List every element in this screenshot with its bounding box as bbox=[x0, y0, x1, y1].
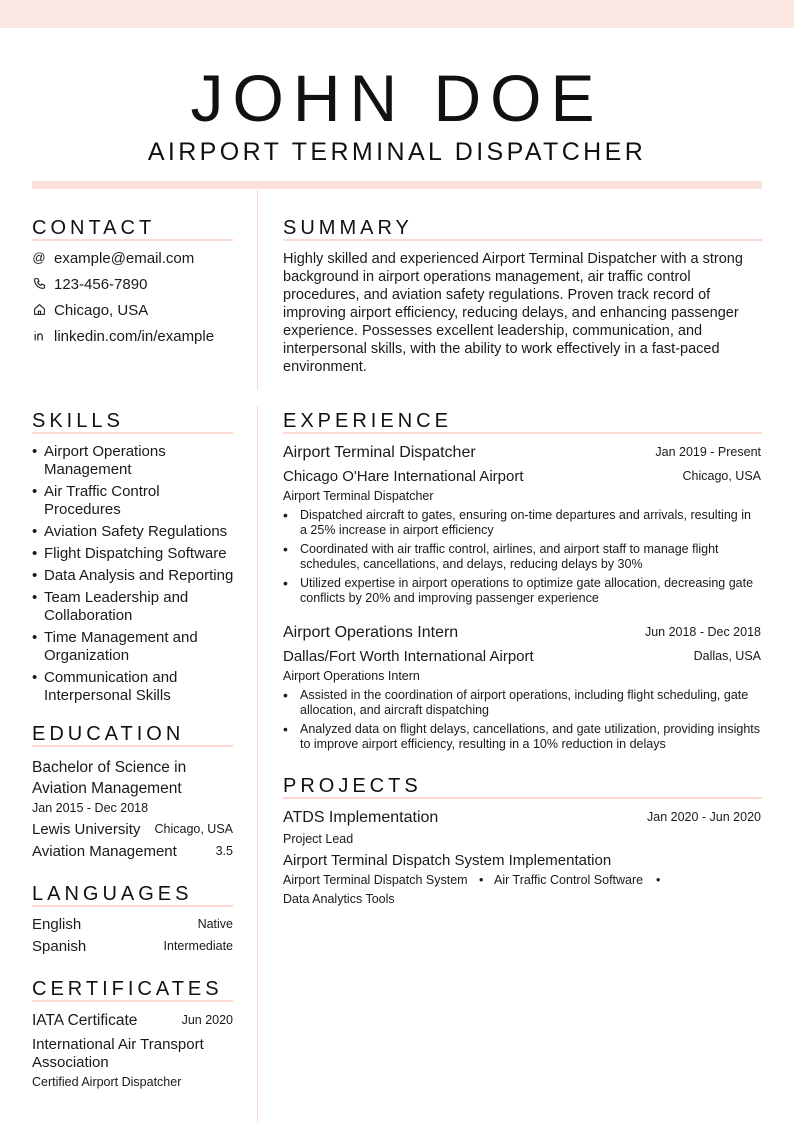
certificates-heading-rule bbox=[32, 1000, 233, 1002]
project-tool: Airport Terminal Dispatch System bbox=[283, 873, 468, 887]
contact-location: Chicago, USA bbox=[54, 302, 149, 319]
skill-label: Time Management and Organization bbox=[44, 629, 198, 664]
certificate-issuer: International Air Transport Association bbox=[32, 1036, 204, 1071]
experience-heading: EXPERIENCE bbox=[283, 410, 452, 432]
contact-heading-rule bbox=[32, 239, 233, 241]
certificate-date: Jun 2020 bbox=[181, 1013, 233, 1027]
job-bullet-text: Dispatched aircraft to gates, ensuring on-time departures and arrivals, resulting in a 25% increase in airport efficiency bbox=[300, 508, 751, 537]
project-description: Airport Terminal Dispatch System Implementation bbox=[283, 852, 612, 869]
contact-linkedin[interactable]: linkedin.com/in/example bbox=[54, 328, 215, 345]
job-bullet-text: Assisted in the coordination of airport operations, including flight scheduling, gate allocation, and aircraft dispatching bbox=[300, 688, 749, 717]
list-item bbox=[283, 688, 761, 718]
job-bullet-text: Utilized expertise in airport operations to optimize gate allocation, decreasing gate conflicts by 20% and improving passenger experience bbox=[300, 576, 754, 605]
column-divider-top bbox=[257, 190, 258, 390]
at-icon: @ bbox=[32, 250, 46, 265]
column-divider-bottom bbox=[257, 406, 258, 1123]
education-school: Lewis University bbox=[32, 821, 141, 838]
certificate-description: Certified Airport Dispatcher bbox=[32, 1075, 182, 1089]
linkedin-icon bbox=[32, 329, 46, 343]
skill-label: Airport Operations Management bbox=[44, 443, 166, 478]
bullet-icon: • bbox=[32, 523, 38, 540]
list-item bbox=[32, 567, 237, 585]
project-role: Project Lead bbox=[283, 832, 354, 846]
languages-heading-rule bbox=[32, 905, 233, 907]
summary-heading-rule bbox=[283, 239, 762, 241]
skill-label: Communication and Interpersonal Skills bbox=[44, 669, 178, 704]
skill-label: Aviation Safety Regulations bbox=[44, 523, 228, 540]
education-heading-rule bbox=[32, 745, 233, 747]
bullet-icon: • bbox=[32, 483, 38, 500]
bullet-icon: • bbox=[32, 669, 38, 686]
list-item bbox=[32, 589, 237, 625]
bullet-icon: • bbox=[283, 721, 288, 737]
job-title: Airport Terminal Dispatcher bbox=[283, 444, 476, 461]
job-title: Airport Operations Intern bbox=[283, 624, 459, 641]
languages-heading: LANGUAGES bbox=[32, 883, 193, 905]
education-gpa: 3.5 bbox=[215, 844, 233, 858]
job-location: Dallas, USA bbox=[693, 649, 761, 663]
candidate-name: JOHN DOE bbox=[190, 61, 604, 135]
summary-text: Highly skilled and experienced Airport Terminal Dispatcher with a strong background in airport operations management, air traffic control procedures, and aviation safety regulations. Proven track record of improving airport efficiency, reducing delays, and enhancing passenger experience. Possesses excellent leadership, communication, and interpersonal skills, with the ability to work effectively in a fast-paced environment. bbox=[283, 251, 743, 375]
project-dates: Jan 2020 - Jun 2020 bbox=[647, 810, 761, 824]
list-item bbox=[32, 443, 237, 479]
bullet-icon: • bbox=[479, 873, 484, 887]
bullet-icon: • bbox=[32, 567, 38, 584]
project-tool: Air Traffic Control Software bbox=[494, 873, 644, 887]
project-tool: Data Analytics Tools bbox=[283, 892, 395, 906]
candidate-job-title: AIRPORT TERMINAL DISPATCHER bbox=[147, 138, 647, 166]
project-name: ATDS Implementation bbox=[283, 809, 439, 826]
list-item bbox=[283, 722, 761, 752]
list-item bbox=[32, 669, 237, 705]
education-location: Chicago, USA bbox=[154, 822, 233, 836]
language-level: Intermediate bbox=[163, 939, 233, 953]
list-item bbox=[283, 576, 761, 606]
job-role: Airport Terminal Dispatcher bbox=[283, 489, 434, 503]
contact-phone[interactable]: 123-456-7890 bbox=[54, 276, 148, 293]
language-name: Spanish bbox=[32, 938, 87, 955]
skills-list bbox=[32, 443, 237, 709]
education-field: Aviation Management bbox=[32, 843, 177, 860]
bullet-icon: • bbox=[32, 589, 38, 606]
skills-heading: SKILLS bbox=[32, 410, 124, 432]
job-dates: Jan 2019 - Present bbox=[655, 445, 761, 459]
list-item bbox=[283, 542, 761, 572]
bullet-icon: • bbox=[283, 507, 288, 523]
bullet-icon: • bbox=[32, 629, 38, 646]
education-degree: Bachelor of Science in Aviation Management bbox=[32, 759, 187, 797]
bullet-icon: • bbox=[283, 541, 288, 557]
projects-heading: PROJECTS bbox=[283, 775, 422, 797]
contact-email[interactable]: example@email.com bbox=[54, 250, 195, 267]
language-level: Native bbox=[197, 917, 233, 931]
skill-label: Data Analysis and Reporting bbox=[44, 567, 234, 584]
list-item bbox=[32, 483, 237, 519]
education-heading: EDUCATION bbox=[32, 723, 185, 745]
bullet-icon: • bbox=[656, 873, 661, 887]
job-bullet-text: Analyzed data on flight delays, cancellations, and gate utilization, providing insights to improve airport efficiency, resulting in a 10% reduction in delays bbox=[300, 722, 761, 751]
top-accent-band bbox=[0, 0, 794, 28]
contact-heading: CONTACT bbox=[32, 217, 156, 239]
skill-label: Team Leadership and Collaboration bbox=[44, 589, 189, 624]
skills-heading-rule bbox=[32, 432, 233, 434]
education-dates: Jan 2015 - Dec 2018 bbox=[32, 801, 149, 815]
bullet-icon: • bbox=[283, 575, 288, 591]
bullet-icon: • bbox=[283, 687, 288, 703]
certificates-heading: CERTIFICATES bbox=[32, 978, 223, 1000]
job-company: Dallas/Fort Worth International Airport bbox=[283, 648, 534, 665]
bullet-icon: • bbox=[32, 443, 38, 460]
bullet-icon: • bbox=[32, 545, 38, 562]
home-icon bbox=[32, 303, 46, 317]
list-item bbox=[32, 545, 237, 563]
header-divider bbox=[32, 181, 762, 189]
projects-heading-rule bbox=[283, 797, 762, 799]
job-bullet-text: Coordinated with air traffic control, airlines, and airport staff to manage flight schedules, cancellations, and delays, reducing delays by 30% bbox=[300, 542, 719, 571]
language-name: English bbox=[32, 916, 82, 933]
certificate-name: IATA Certificate bbox=[32, 1012, 138, 1029]
job-location: Chicago, USA bbox=[682, 469, 761, 483]
job-role: Airport Operations Intern bbox=[283, 669, 420, 683]
phone-icon bbox=[32, 277, 46, 291]
skill-label: Air Traffic Control Procedures bbox=[44, 483, 160, 518]
job-company: Chicago O'Hare International Airport bbox=[283, 468, 524, 485]
job-dates: Jun 2018 - Dec 2018 bbox=[644, 625, 761, 639]
list-item bbox=[32, 629, 237, 665]
list-item bbox=[32, 523, 237, 541]
list-item bbox=[283, 508, 761, 538]
experience-heading-rule bbox=[283, 432, 762, 434]
skill-label: Flight Dispatching Software bbox=[44, 545, 227, 562]
summary-heading: SUMMARY bbox=[283, 217, 413, 239]
